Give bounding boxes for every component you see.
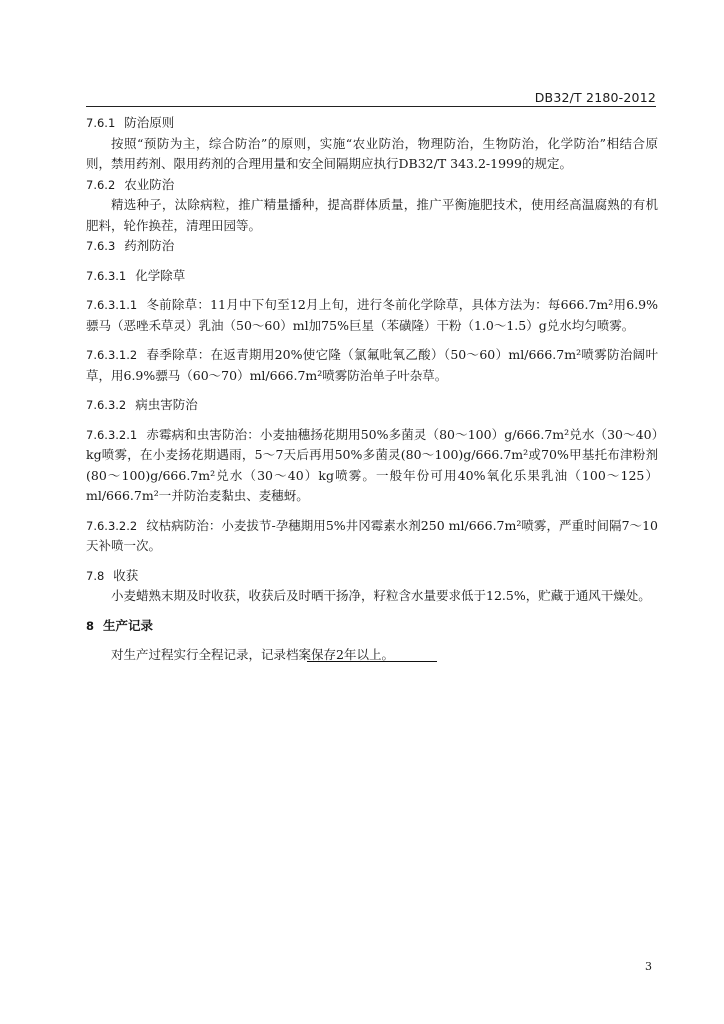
document-code: DB32/T 2180-2012 xyxy=(534,90,656,105)
heading-7-8 xyxy=(86,566,658,587)
item-7-6-3-1-2 xyxy=(86,345,658,386)
heading-number: 7.8 xyxy=(86,568,105,583)
heading-7-6-1 xyxy=(86,113,658,134)
heading-title: 收获 xyxy=(113,567,139,583)
heading-number: 7.6.3.2 xyxy=(86,398,127,412)
paragraph: 小麦蜡熟末期及时收获，收获后及时晒干扬净，籽粒含水量要求低于12.5%，贮藏于通风干燥处。 xyxy=(111,588,651,603)
heading-7-6-3-2 xyxy=(86,395,658,416)
heading-number: 7.6.2 xyxy=(86,177,116,192)
item-text: 纹枯病防治：小麦拔节-孕穗期用5%井冈霉素水剂250 ml/666.7m²喷雾，严重时间隔7～10天补喷一次。 xyxy=(86,517,658,553)
heading-7-6-3 xyxy=(86,236,658,257)
heading-title: 药剂防治 xyxy=(124,238,175,253)
paragraph: 按照“预防为主，综合防治”的原则，实施“农业防治，物理防治，生物防治，化学防治”相结合原则，禁用药剂、限用药剂的合理用量和安全间隔期应执行DB32/T 343.2-1999的规定。 xyxy=(86,135,658,171)
paragraph: 精选种子，汰除病粒，推广精量播种，提高群体质量，推广平衡施肥技术，使用经高温腐熟的有机肥料，轮作换茬，清理田园等。 xyxy=(86,197,658,233)
item-7-6-3-2-2 xyxy=(86,516,658,557)
header-rule xyxy=(86,106,656,107)
item-text: 赤霉病和虫害防治：小麦抽穗扬花期用50%多菌灵（80～100）g/666.7m²兑水（30～40）kg喷雾，在小麦扬花期遇雨，5～7天后再用50%多菌灵(80～100)g/666.7m²或70%甲基托布津粉剂(80～100)g/666.7m²兑水（30～40）kg喷雾。一般年份可用40%氧化乐果乳油（100～125）ml/666.7m²一并防治麦黏虫、麦穗蚜。 xyxy=(86,426,658,503)
heading-title: 化学除草 xyxy=(135,267,186,283)
item-number: 7.6.3.1.1 xyxy=(86,298,138,312)
item-text: 春季除草：在返青期用20%使它隆（氯氟吡氧乙酸）（50～60）ml/666.7m²喷雾防治阔叶草，用6.9%骠马（60～70）ml/666.7m²喷雾防治单子叶杂草。 xyxy=(86,347,658,383)
section-title: 生产记录 xyxy=(103,617,154,633)
heading-number: 7.6.3.1 xyxy=(86,268,127,283)
item-text: 冬前除草：11月中下旬至12月上旬，进行冬前化学除草，具体方法为：每666.7m²用6.9%骠马（恶唑禾草灵）乳油（50～60）ml加75%巨星（苯磺隆）干粉（1.0～1.5）g兑水均匀喷雾。 xyxy=(86,297,658,333)
item-7-6-3-2-1 xyxy=(86,425,658,507)
heading-7-6-3-1 xyxy=(86,266,658,287)
item-7-6-3-1-1 xyxy=(86,295,658,336)
section-8-heading xyxy=(86,616,658,637)
paragraph: 对生产过程实行全程记录，记录档案保存2年以上。 xyxy=(111,647,394,662)
heading-title: 防治原则 xyxy=(124,115,175,130)
document-body xyxy=(86,113,658,666)
item-number: 7.6.3.2.2 xyxy=(86,518,138,533)
item-number: 7.6.3.1.2 xyxy=(86,348,138,362)
heading-title: 农业防治 xyxy=(124,176,175,192)
heading-number: 7.6.3 xyxy=(86,239,116,253)
end-rule xyxy=(307,661,437,662)
heading-number: 7.6.1 xyxy=(86,116,116,130)
page-number: 3 xyxy=(645,960,652,973)
heading-title: 病虫害防治 xyxy=(135,397,198,412)
section-number: 8 xyxy=(86,618,95,633)
item-number: 7.6.3.2.1 xyxy=(86,427,138,442)
heading-7-6-2 xyxy=(86,175,658,196)
